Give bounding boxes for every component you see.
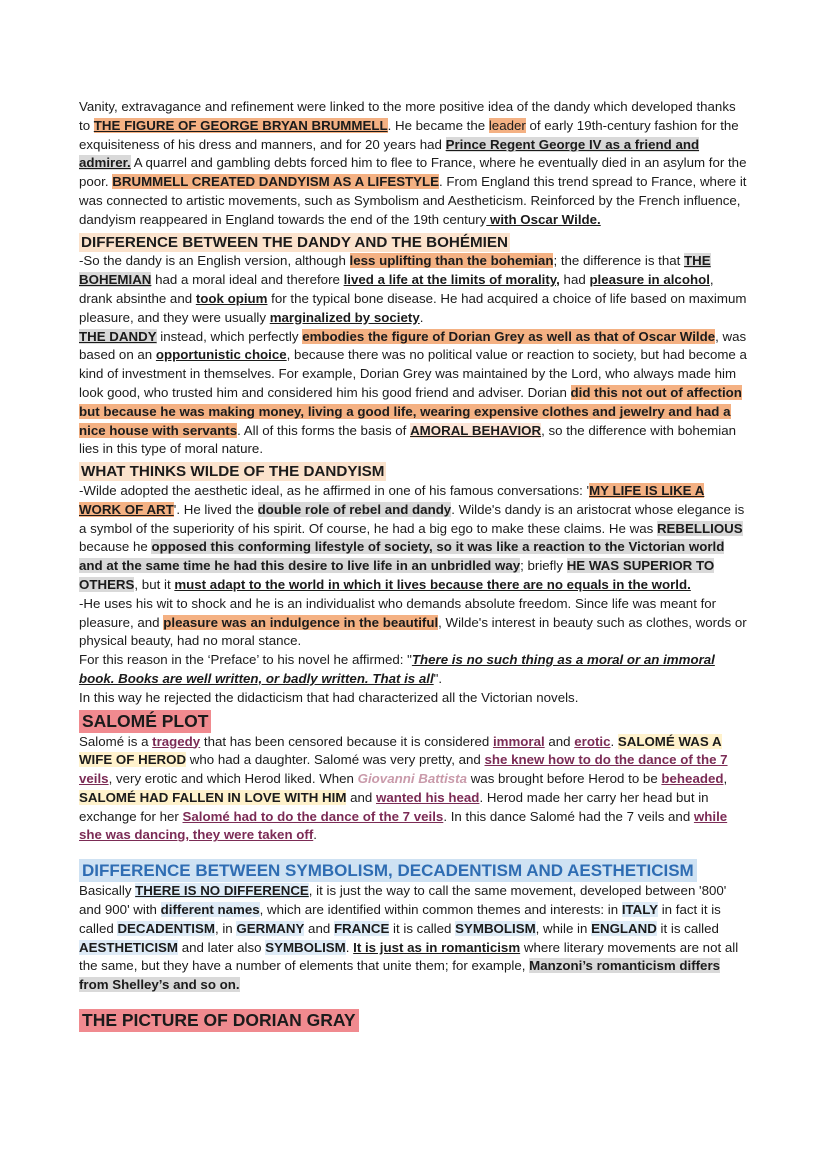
text-run: Salomé is a	[79, 733, 153, 749]
highlight-double-role: double role of rebel and dandy	[257, 501, 452, 517]
text-run: , very erotic and which Herod liked. When	[108, 771, 358, 787]
emphasis-marginalized: marginalized by society	[269, 309, 420, 325]
highlight-work-of-art: MY LIFE IS LIKE A WORK OF ART	[79, 482, 705, 517]
highlight-less-uplifting: less uplifting than the bohemian	[349, 253, 554, 269]
text-run: was brought before Herod to be	[467, 771, 662, 787]
text-run: . Wilde's dandy is an aristocrat whose elegance is a symbol of the superiority of his spirit. Of course, he had a big ego to make these claims. He was	[79, 501, 745, 536]
text-run: in fact it is called	[79, 902, 721, 936]
highlight-symbolism-2: SYMBOLISM	[265, 939, 346, 955]
text-run: -Wilde adopted the aesthetic ideal, as he affirmed in one of his famous conversations: '	[79, 482, 590, 498]
text-run: Basically	[79, 883, 136, 899]
name-giovanni-battista: Giovanni Battista	[357, 771, 467, 787]
text-run: . He became the	[387, 117, 489, 133]
highlight-the-bohemian: THE BOHEMIAN	[79, 253, 711, 288]
highlight-no-difference: THERE IS NO DIFFERENCE	[135, 883, 309, 899]
emphasis-beheaded: beheaded	[661, 771, 724, 787]
highlight-superior: HE WAS SUPERIOR TO OTHERS	[79, 558, 715, 592]
text-run: , in	[214, 920, 237, 936]
text-run: , was based on an	[79, 328, 747, 363]
emphasis-erotic: erotic	[574, 733, 611, 749]
paragraph-bohemian	[79, 252, 747, 327]
text-run: For this reason in the ‘Preface’ to his novel he affirmed: "	[79, 652, 412, 668]
text-run: , drank absinthe and	[79, 272, 714, 306]
text-run: because he	[79, 539, 152, 555]
emphasis-dance-7-veils: Salomé had to do the dance of the 7 veils	[182, 808, 444, 824]
paragraph-salome	[79, 733, 747, 846]
quote-preface: There is no such thing as a moral or an immoral book. Books are well written, or badly written. That is all	[79, 652, 715, 686]
paragraph-wit	[79, 595, 747, 651]
text-run: had a moral ideal and therefore	[151, 272, 344, 288]
paragraph-didacticism: In this way he rejected the didacticism that had characterized all the Victorian novels.	[79, 689, 579, 705]
highlight-fallen-in-love: SALOMÉ HAD FALLEN IN LOVE WITH HIM	[79, 789, 347, 805]
text-run: .	[313, 827, 317, 843]
heading-symbolism-decadentism: DIFFERENCE BETWEEN SYMBOLISM, DECADENTISM AND AESTHETICISM	[79, 859, 697, 882]
highlight-italy: ITALY	[621, 902, 659, 918]
text-run: -So the dandy is an English version, although	[79, 253, 350, 269]
text-run: ; briefly	[520, 558, 567, 574]
text-run: , Wilde's interest in beauty such as clothes, words or physical beauty, had no moral stance.	[79, 614, 747, 649]
emphasis-opium: took opium	[195, 290, 268, 306]
highlight-not-affection: did this not out of affection but because he was making money, living a good life, wearing expensive clothes and jewelry and had a nice house with servants	[79, 384, 742, 438]
paragraph-the-dandy	[79, 328, 747, 460]
highlight-pleasure-beautiful: pleasure was an indulgence in the beautiful	[163, 614, 439, 630]
text-run: it is called	[389, 920, 456, 936]
text-run: instead, which perfectly	[156, 328, 303, 344]
text-run: where literary movements are not all the same, but they have a number of elements that unite them; for example,	[79, 939, 739, 974]
highlight-france: FRANCE	[333, 920, 390, 936]
text-run: . All of this forms the basis of	[237, 422, 411, 438]
text-run: Vanity, extravagance and refinement were linked to the more positive idea of the dandy which developed thanks to	[79, 99, 736, 133]
highlight-symbolism: SYMBOLISM	[455, 920, 536, 936]
text-run: A quarrel and gambling debts forced him to flee to France, where he eventually died in an asylum for the poor.	[79, 155, 747, 190]
highlight-brummell: THE FIGURE OF GEORGE BRYAN BRUMMELL	[93, 117, 388, 133]
emphasis-oscar-wilde: with Oscar Wilde.	[486, 211, 601, 227]
highlight-manzoni-shelley: Manzoni’s romanticism differs from Shelley’s and so on.	[79, 958, 721, 993]
text-run: and	[304, 920, 334, 936]
text-run: of early 19th-century fashion for the exquisiteness of his dress and manners, and for 20 years had	[79, 117, 739, 152]
text-run: , but it	[134, 576, 175, 592]
highlight-leader: leader	[488, 117, 526, 133]
text-run: , while in	[535, 920, 592, 936]
document-page	[79, 98, 747, 1032]
text-run: , because there was no political value or reaction to society, but had become a kind of investment in themselves. For example, Dorian Grey was maintained by the Lord, who always made him look good, who trusted him and considered him his good friend and adviser. Dorian	[79, 347, 747, 400]
text-run: .	[345, 939, 354, 955]
text-run: ; the difference is that	[553, 253, 685, 269]
spacer	[79, 845, 747, 859]
highlight-wife-of-herod: SALOMÉ WAS A WIFE OF HEROD	[79, 733, 722, 768]
emphasis-tragedy: tragedy	[152, 733, 201, 749]
emphasis-wanted-head: wanted his head	[375, 789, 480, 805]
spacer	[79, 995, 747, 1009]
text-run: and later also	[178, 939, 266, 955]
emphasis-limits-morality: lived a life at the limits of morality,	[343, 272, 560, 288]
highlight-opposed-lifestyle: opposed this conforming lifestyle of society, so it was like a reaction to the Victorian world and at the same time he had this desire to live life in an unbridled way	[79, 539, 725, 574]
paragraph-movements	[79, 882, 747, 995]
text-run: for the typical bone disease. He had acquired a choice of life based on maximum pleasure, and they were usually	[79, 290, 747, 325]
text-run: ".	[433, 670, 443, 686]
text-run: . Herod made her carry her head but in exchange for her	[79, 789, 709, 824]
highlight-decadentism: DECADENTISM	[117, 920, 215, 936]
highlight-different-names: different names	[160, 902, 260, 918]
text-run: and	[346, 789, 376, 805]
text-run: and	[544, 733, 575, 749]
emphasis-opportunistic: opportunistic choice	[155, 347, 287, 363]
text-run: '. He lived the	[173, 501, 258, 517]
highlight-aestheticism: AESTHETICISM	[79, 939, 178, 955]
paragraph-wilde-aesthetic	[79, 482, 747, 595]
highlight-germany: GERMANY	[236, 920, 305, 936]
heading-salome-plot: SALOMÉ PLOT	[79, 710, 211, 733]
paragraph-brummell	[79, 98, 747, 230]
text-run: .	[419, 309, 424, 325]
emphasis-dance-veils: she knew how to do the dance of the 7 veils	[79, 752, 728, 787]
highlight-england: ENGLAND	[591, 920, 657, 936]
paragraph-preface	[79, 651, 747, 689]
text-run: -He uses his wit to shock and he is an individualist who demands absolute freedom. Since life was meant for pleasure, and	[79, 595, 717, 630]
highlight-dorian-wilde: embodies the figure of Dorian Grey as well as that of Oscar Wilde	[302, 328, 716, 344]
emphasis-immoral: immoral	[492, 733, 545, 749]
text-run: that has been censored because it is considered	[200, 733, 493, 749]
highlight-the-dandy: THE DANDY	[79, 328, 157, 344]
emphasis-taken-off: while she was dancing, they were taken off	[79, 808, 728, 843]
text-run: .	[610, 733, 618, 749]
highlight-dandyism-lifestyle: BRUMMELL CREATED DANDYISM AS A LIFESTYLE	[112, 174, 440, 190]
highlight-amoral-behavior: AMORAL BEHAVIOR	[410, 422, 542, 438]
highlight-prince-regent: Prince Regent George IV as a friend and admirer.	[79, 136, 700, 171]
text-run: had	[559, 272, 590, 288]
text-run: , which are identified within common themes and interests: in	[259, 902, 622, 918]
heading-wilde-dandyism: WHAT THINKS WILDE OF THE DANDYISM	[81, 463, 385, 481]
emphasis-adapt-world: must adapt to the world in which it lives because there are no equals in the world.	[174, 576, 691, 592]
text-run: , so the difference with bohemian lies in this type of moral nature.	[79, 422, 736, 457]
text-run: , it is just the way to call the same movement, developed between '800' and 900' with	[79, 883, 727, 918]
emphasis-alcohol: pleasure in alcohol	[589, 272, 710, 288]
text-run: ,	[723, 771, 728, 787]
text-run: . In this dance Salomé had the 7 veils and	[443, 808, 694, 824]
highlight-rebellious: REBELLIOUS	[656, 520, 743, 536]
text-run: it is called	[656, 920, 719, 936]
text-run: . From England this trend spread to France, where it was connected to artistic movements, such as Symbolism and Aestheticism. Reinforced by the French influence, dandyism reappeared in England towards the end of the 19th century	[79, 174, 747, 227]
emphasis-romanticism: It is just as in romanticism	[353, 939, 521, 955]
heading-dorian-gray: THE PICTURE OF DORIAN GRAY	[79, 1009, 359, 1032]
text-run: who had a daughter. Salomé was very pretty, and	[186, 752, 485, 768]
heading-dandy-vs-bohemien: DIFFERENCE BETWEEN THE DANDY AND THE BOHÉMIEN	[81, 233, 508, 251]
